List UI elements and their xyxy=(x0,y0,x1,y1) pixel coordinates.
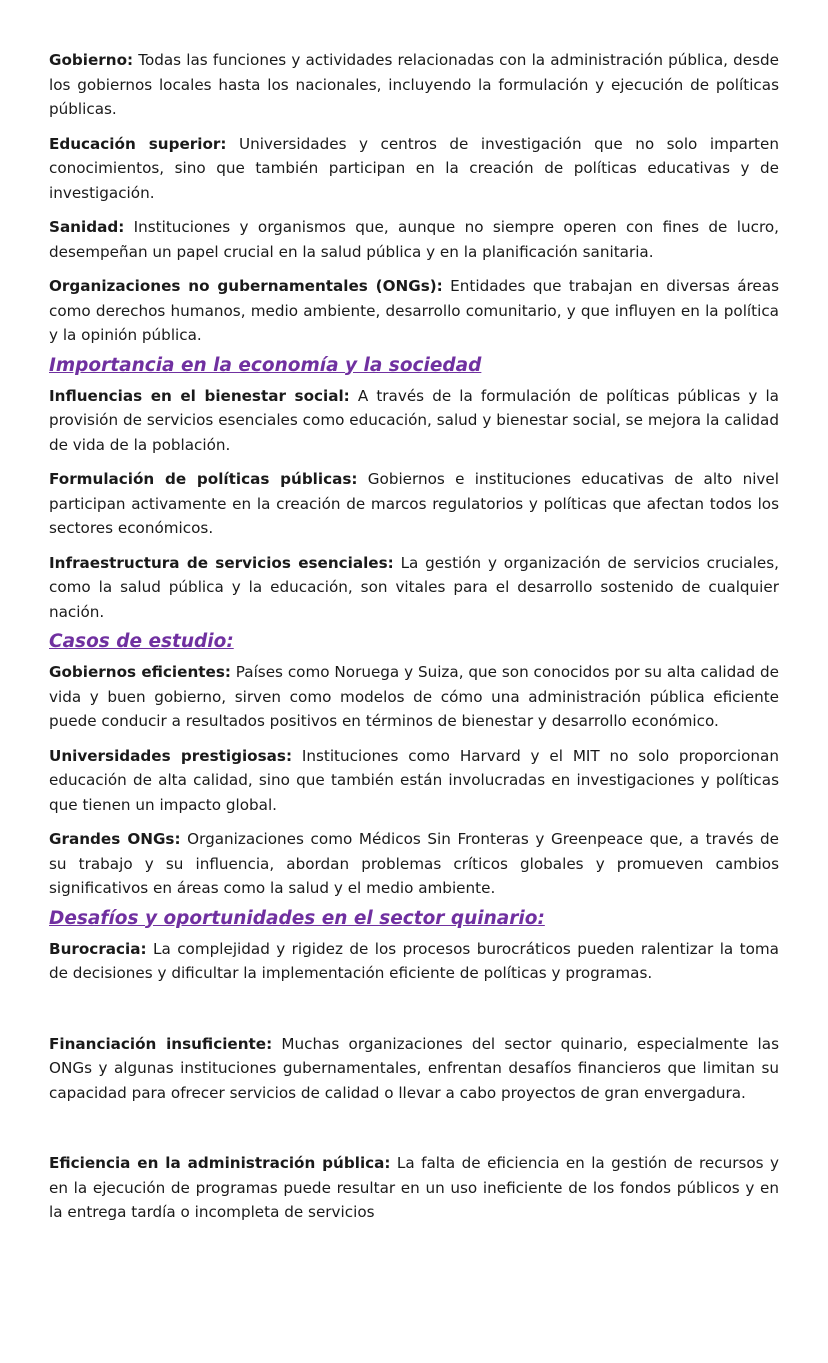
paragraph-text: A través de la formulación de políticas públicas y la provisión de servicios esenciales como educación, salud y bienestar social, se mejora la calidad de vida de la población. xyxy=(49,386,779,454)
term-label: Grandes ONGs: xyxy=(49,830,181,848)
paragraph-ongs xyxy=(49,274,779,348)
paragraph-sanidad xyxy=(49,215,779,264)
term-label: Eficiencia en la administración pública: xyxy=(49,1154,391,1172)
term-label: Formulación de políticas públicas: xyxy=(49,470,358,488)
term-label: Burocracia: xyxy=(49,939,147,958)
paragraph-educacion-superior xyxy=(49,132,779,206)
paragraph-universidades xyxy=(49,744,779,818)
paragraph-gobiernos-eficientes xyxy=(49,660,779,734)
paragraph-text: Instituciones como Harvard y el MIT no solo proporcionan educación de alta calidad, sino que también están involucradas en investigaciones y políticas que tienen un impacto global. xyxy=(49,746,779,814)
term-label: Educación superior: xyxy=(49,134,227,153)
paragraph-text: Gobiernos e instituciones educativas de alto nivel participan activamente en la creación de marcos regulatorios y políticas que afectan todos los sectores económicos. xyxy=(49,470,779,537)
term-label: Sanidad: xyxy=(49,218,125,236)
paragraph-formulacion xyxy=(49,467,779,541)
paragraph-gobierno xyxy=(49,48,779,122)
term-label: Financiación insuficiente: xyxy=(49,1034,273,1053)
paragraph-influencias xyxy=(49,384,779,458)
section-heading-desafios: Desafíos y oportunidades en el sector quinario: xyxy=(49,907,545,929)
paragraph-text: La gestión y organización de servicios cruciales, como la salud pública y la educación, son vitales para el desarrollo sostenido de cualquier nación. xyxy=(49,553,780,621)
paragraph-text: La complejidad y rigidez de los procesos burocráticos pueden ralentizar la toma de decisiones y dificultar la implementación eficiente de políticas y programas. xyxy=(49,939,779,982)
section-heading-casos: Casos de estudio: xyxy=(49,631,234,652)
paragraph-text: Instituciones y organismos que, aunque no siempre operen con fines de lucro, desempeñan un papel crucial en la salud pública y en la planificación sanitaria. xyxy=(49,218,779,261)
term-label: Influencias en el bienestar social: xyxy=(49,386,350,405)
section-heading-importancia: Importancia en la economía y la sociedad xyxy=(49,354,482,376)
paragraph-text: Organizaciones como Médicos Sin Fronteras y Greenpeace que, a través de su trabajo y su influencia, abordan problemas críticos globales y promueven cambios significativos en áreas como la salud y el medio ambiente. xyxy=(49,830,780,897)
term-label: Universidades prestigiosas: xyxy=(49,746,293,765)
term-label: Gobierno: xyxy=(49,51,134,69)
paragraph-burocracia xyxy=(49,937,779,986)
paragraph-text: La falta de eficiencia en la gestión de recursos y en la ejecución de programas puede resultar en un uso ineficiente de los fondos públicos y en la entrega tardía o incompleta de servicios xyxy=(49,1154,779,1221)
term-label: Infraestructura de servicios esenciales: xyxy=(49,553,394,572)
term-label: Organizaciones no gubernamentales (ONGs): xyxy=(49,277,443,295)
paragraph-grandes-ongs xyxy=(49,827,779,901)
paragraph-text: Todas las funciones y actividades relacionadas con la administración pública, desde los gobiernos locales hasta los nacionales, incluyendo la formulación y ejecución de políticas públicas. xyxy=(49,51,779,118)
paragraph-eficiencia xyxy=(49,1151,779,1225)
paragraph-financiacion xyxy=(49,1032,779,1106)
paragraph-text: Entidades que trabajan en diversas áreas como derechos humanos, medio ambiente, desarrollo comunitario, y que influyen en la política y la opinión pública. xyxy=(49,277,779,344)
paragraph-text: Muchas organizaciones del sector quinario, especialmente las ONGs y algunas instituciones gubernamentales, enfrentan desafíos financieros que limitan su capacidad para ofrecer servicios de calidad o llevar a cabo proyectos de gran envergadura. xyxy=(49,1034,779,1102)
term-label: Gobiernos eficientes: xyxy=(49,663,231,681)
paragraph-infraestructura xyxy=(49,551,779,625)
paragraph-text: Países como Noruega y Suiza, que son conocidos por su alta calidad de vida y buen gobierno, sirven como modelos de cómo una administración pública eficiente puede conducir a resultados positivos en términos de bienestar y desarrollo económico. xyxy=(49,663,779,730)
paragraph-text: Universidades y centros de investigación que no solo imparten conocimientos, sino que también participan en la creación de políticas educativas y de investigación. xyxy=(49,134,779,202)
